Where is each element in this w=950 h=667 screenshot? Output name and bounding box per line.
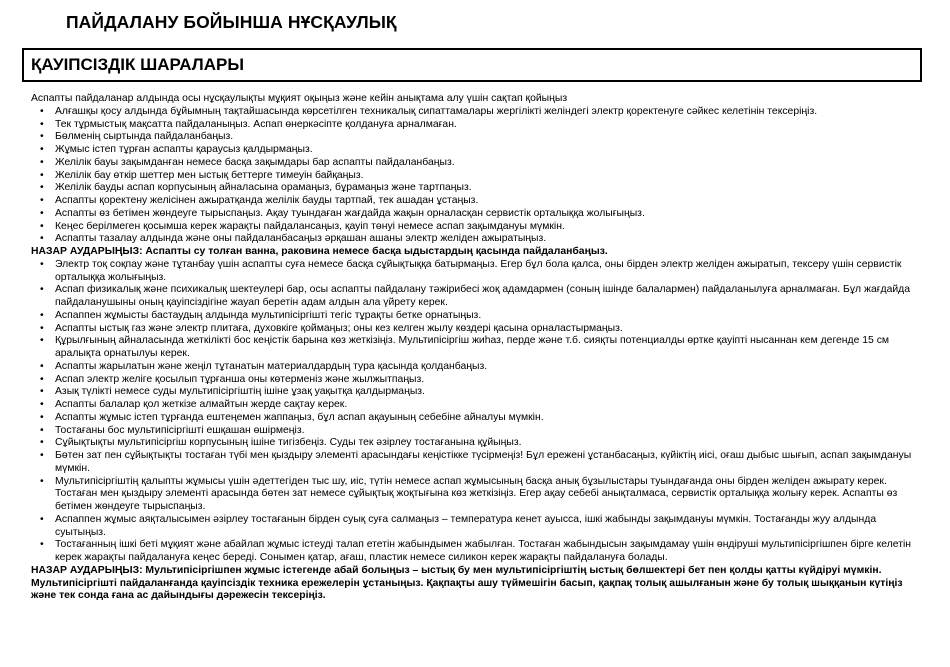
bullet-icon: • bbox=[40, 411, 44, 423]
safety-list-2 bbox=[31, 259, 920, 565]
list-item bbox=[31, 514, 920, 540]
bullet-icon: • bbox=[40, 105, 44, 117]
bullet-icon: • bbox=[40, 131, 44, 143]
section-title: ҚАУІПСІЗДІК ШАРАЛАРЫ bbox=[31, 55, 244, 74]
list-item-text: Мультипісіргіштің қалыпты жұмысы үшін әдеттегіден тыс шу, иіс, түтін немесе аспап жұмысының басқа анық бұзылыстары туындағанда оны бірден желіден ажырату керек. Тостаған мен қыздыру элементі арасында бөтен зат немесе сұйықтық жоқтығына көз жеткізіңіз. Егер ақау себебі анықталмаса, сервистік орталыққа жолығу керек. Аспапты өз бетімен жөндеуге тырыспаңыз. bbox=[55, 475, 898, 512]
bullet-icon: • bbox=[40, 195, 44, 206]
page-title: ПАЙДАЛАНУ БОЙЫНША НҰСҚАУЛЫҚ bbox=[66, 12, 397, 32]
bullet-icon: • bbox=[40, 144, 44, 155]
list-item bbox=[31, 170, 920, 183]
list-item-text: Аспап физикалық және психикалық шектеулері бар, осы аспапты пайдалану тәжірибесі жоқ адамдармен (соның ішінде балалармен) пайдаланылуға арналмаған. Бұл жағдайда пайдаланушыны оның қауіпсіздігіне жауап беретін адам алдын ала үйрету керек. bbox=[55, 284, 910, 308]
bullet-icon: • bbox=[40, 475, 44, 487]
list-item-text: Азық түлікті немесе суды мультипісіргіштің ішіне ұзақ уақытқа қалдырмаңыз. bbox=[55, 386, 425, 398]
bullet-icon: • bbox=[40, 233, 44, 245]
list-item bbox=[31, 221, 920, 234]
list-item bbox=[31, 361, 920, 374]
list-item bbox=[31, 335, 920, 361]
list-item bbox=[31, 233, 920, 246]
list-item bbox=[31, 425, 920, 438]
list-item bbox=[31, 182, 920, 195]
bullet-icon: • bbox=[40, 207, 44, 219]
list-item bbox=[31, 476, 920, 514]
list-item-text: Аспапты қоректену желісінен ажыратқанда желілік бауды тартпай, тек ашадан ұстаңыз. bbox=[55, 195, 479, 206]
list-item bbox=[31, 157, 920, 170]
bullet-icon: • bbox=[40, 386, 44, 398]
list-item bbox=[31, 144, 920, 157]
list-item bbox=[31, 284, 920, 310]
list-item bbox=[31, 208, 920, 221]
list-item bbox=[31, 310, 920, 323]
list-item-text: Желілік бауды аспап корпусының айналасына орамаңыз, бұрамаңыз және тартпаңыз. bbox=[55, 182, 472, 194]
list-item-text: Желілік бау өткір шеттер мен ыстық беттерге тимеуін байқаңыз. bbox=[55, 169, 364, 181]
bullet-icon: • bbox=[40, 284, 44, 296]
bullet-icon: • bbox=[40, 399, 44, 410]
list-item bbox=[31, 119, 920, 132]
list-item-text: Аспапты тазалау алдында және оны пайдаланбасаңыз әрқашан ашаны электр желіден ажыратыңыз. bbox=[55, 233, 547, 245]
list-item-text: Аспапты балалар қол жеткізе алмайтын жерде сақтау керек. bbox=[55, 399, 348, 410]
list-item-text: Жұмыс істеп тұрған аспапты қараусыз қалдырмаңыз. bbox=[55, 144, 313, 155]
bullet-icon: • bbox=[40, 450, 44, 461]
list-item bbox=[31, 450, 920, 476]
list-item-text: Аспапты жұмыс істеп тұрғанда ештеңемен жаппаңыз, бұл аспап ақауының себебіне айналуы мүмкін. bbox=[55, 411, 544, 423]
warning-1: НАЗАР АУДАРЫҢЫЗ: Аспапты су толған ванна, раковина немесе басқа ыдыстардың қасында пайдаланбаңыз. bbox=[31, 246, 608, 257]
list-item bbox=[31, 259, 920, 285]
list-item-text: Құрылғының айналасында жеткілікті бос кеңістік барына көз жеткізіңіз. Мультипісіргіш жиһаз, перде және т.б. сияқты потенциалды өртке қауіпті нысаннан кем дегенде 15 см аралықта орнатылуы керек. bbox=[55, 335, 890, 359]
list-item-text: Аспап электр желіге қосылып тұрғанша оны көтерменіз және жылжытпаңыз. bbox=[55, 373, 425, 385]
list-item-text: Электр тоқ соқпау және тұтанбау үшін аспапты суға немесе басқа сұйықтыққа батырмаңыз. Егер бұл бола қалса, оны бірден электр желіден ажыратып, тексеру үшін сервистік орталыққа жолығыңыз. bbox=[55, 258, 902, 283]
list-item bbox=[31, 195, 920, 208]
bullet-icon: • bbox=[40, 182, 44, 194]
warning-2: НАЗАР АУДАРЫҢЫЗ: Мультипісіргішпен жұмыс істегенде абай болыңыз – ыстық бу мен мультипісіргіштің ыстық бөлшектері бет пен қолды қатты күйдіруі мүмкін. Мультипісіргішті пайдаланғанда қауіпсіздік техника ережелерін ұстаныңыз. Қақпақты ашу түймешігін басып, қақпақ толық ашылғанын және бу толық шыққанын күтіңіз және тек сонда ғана ас дайындығы дәрежесін тексеріңіз. bbox=[31, 564, 903, 602]
list-item-text: Тек тұрмыстық мақсатта пайдаланыңыз. Аспап өнеркәсіпте қолдануға арналмаған. bbox=[55, 118, 457, 130]
bullet-icon: • bbox=[40, 335, 44, 347]
bullet-icon: • bbox=[40, 424, 44, 436]
list-item-text: Аспапты жарылатын және жеңіл тұтанатын материалдардың тура қасында қолданбаңыз. bbox=[55, 360, 488, 372]
bullet-icon: • bbox=[40, 156, 44, 168]
list-item bbox=[31, 131, 920, 144]
bullet-icon: • bbox=[40, 258, 44, 270]
list-item bbox=[31, 437, 920, 450]
list-item-text: Бөтен зат пен сұйықтықты тостаған түбі мен қыздыру элементі арасындағы кеңістікке түсірмеңіз! Бұл ережені ұстанбасаңыз, күйіктің иісі, оғаш дыбыс шығып, аспап зақымдануы мүмкін. bbox=[55, 450, 912, 474]
list-item-text: Сұйықтықты мультипісіргіш корпусының ішіне тигізбеңіз. Суды тек әзірлеу тостағанына құйыңыз. bbox=[55, 437, 522, 449]
list-item bbox=[31, 374, 920, 387]
list-item-text: Желілік бауы зақымданған немесе басқа зақымдары бар аспапты пайдаланбаңыз. bbox=[55, 156, 455, 168]
bullet-icon: • bbox=[40, 437, 44, 449]
bullet-icon: • bbox=[40, 513, 44, 525]
list-item-text: Бөлменің сыртында пайдаланбаңыз. bbox=[55, 131, 234, 143]
list-item bbox=[31, 399, 920, 412]
list-item-text: Алғашқы қосу алдында бұйымның тақтайшасында көрсетілген техникалық сипаттамалары жергілікті желіндегі электр қоректенуге сәйкес келетінін тексеріңіз. bbox=[55, 105, 818, 117]
list-item bbox=[31, 539, 920, 565]
bullet-icon: • bbox=[40, 539, 44, 551]
list-item bbox=[31, 106, 920, 119]
list-item bbox=[31, 323, 920, 336]
list-item-text: Аспапты өз бетімен жөндеуге тырыспаңыз. Ақау туындаған жағдайда жақын орналасқан сервистік орталыққа жолығыңыз. bbox=[55, 207, 645, 219]
list-item-text: Кеңес берілмеген қосымша керек жарақты пайдалансаңыз, қауіп төнуі немесе аспап зақымдануы мүмкін. bbox=[55, 220, 565, 232]
bullet-icon: • bbox=[40, 373, 44, 385]
list-item-text: Тостағанның ішкі беті мұқият және абайлап жұмыс істеуді талап ететін жабындымен жабылған. Тостаған жабындысын зақымдамау үшін өндіруші мультипісіргішпен бірге келетін керек жарақты пайдалануға кеңес береді. Сонымен қатар, ағаш, пластик немесе силикон керек жарақты пайдалануға болады. bbox=[55, 539, 911, 563]
bullet-icon: • bbox=[40, 169, 44, 181]
list-item-text: Аспаппен жұмысты бастаудың алдында мультипісіргішті тегіс тұрақты бетке орнатыңыз. bbox=[55, 309, 482, 321]
bullet-icon: • bbox=[40, 360, 44, 372]
bullet-icon: • bbox=[40, 118, 44, 130]
list-item-text: Тостағаны бос мультипісіргішті ешқашан өшірмеңіз. bbox=[55, 424, 305, 436]
section-header-box bbox=[22, 48, 922, 82]
list-item-text: Аспапты ыстық газ және электр плитаға, духовкіге қоймаңыз; оны кез келген жылу көздері қасына орналастырмаңыз. bbox=[55, 322, 623, 334]
safety-content bbox=[31, 93, 920, 603]
bullet-icon: • bbox=[40, 220, 44, 232]
list-item-text: Аспаппен жұмыс аяқталысымен әзірлеу тостағанын бірден суық суға салмаңыз – температура кенет ауысса, ішкі жабынды зақымдануы мүмкін. Тостағанды жуу алдында суытыңыз. bbox=[55, 513, 877, 538]
list-item bbox=[31, 412, 920, 425]
intro-text: Аспапты пайдаланар алдында осы нұсқаулықты мұқият оқыңыз және кейін анықтама алу үшін сақтап қойыңыз bbox=[31, 93, 568, 104]
safety-list-1 bbox=[31, 106, 920, 246]
list-item bbox=[31, 386, 920, 399]
bullet-icon: • bbox=[40, 322, 44, 334]
bullet-icon: • bbox=[40, 309, 44, 321]
